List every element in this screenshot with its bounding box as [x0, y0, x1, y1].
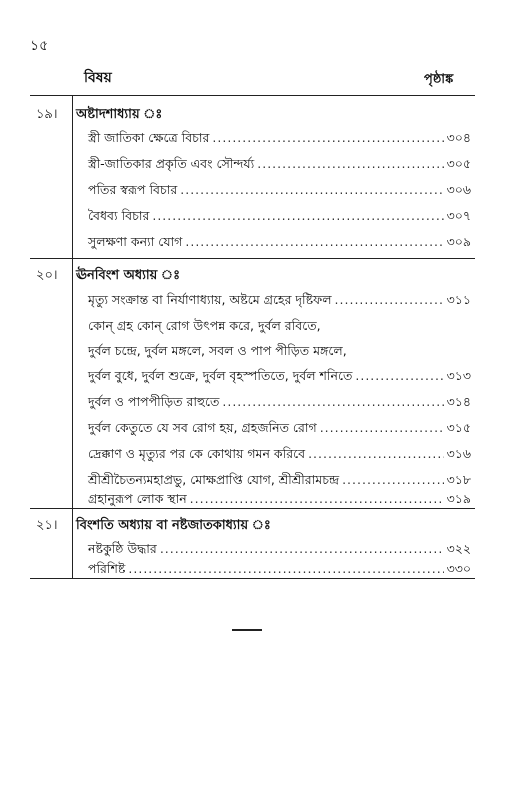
entry-page: ৩১১	[446, 292, 471, 307]
entry-text: গ্রহানুরূপ লোক স্থান	[88, 491, 187, 506]
dot-leader	[222, 394, 443, 409]
toc-entry	[88, 318, 471, 338]
dot-leader	[160, 541, 444, 556]
entry-page: ৩০৫	[446, 156, 471, 171]
entry-text: দুর্বল কেতুতে যে সব রোগ হয়, গ্রহজনিত রোগ	[88, 420, 317, 435]
entry-text: শ্রীশ্রীচৈতন্যমহাপ্রভু, মোক্ষপ্রাপ্তি যোগ, শ্রীশ্রীরামচন্দ্র	[88, 472, 340, 487]
dot-leader	[180, 182, 443, 197]
chapter-number: ১৯।	[36, 107, 58, 122]
entry-page: ৩১৫	[446, 420, 471, 435]
entry-page: ৩০৪	[446, 130, 471, 145]
entry-text: কোন্ গ্রহ কোন্ রোগ উৎপন্ন করে, দুর্বল রবিতে,	[88, 318, 321, 333]
chapter-title: অষ্টাদশাধ্যায় ঃ	[76, 107, 163, 122]
entry-page: ৩১৬	[446, 446, 471, 461]
entry-text: দুর্বল ও পাপপীড়িত রাহুতে	[88, 394, 220, 409]
dot-leader	[128, 561, 443, 576]
toc-entry	[88, 446, 471, 466]
entry-text: সুলক্ষণা কন্যা যোগ	[88, 234, 183, 249]
entry-text: দুর্বল বুধে, দুর্বল শুক্রে, দুর্বল বৃহস্পতিতে, দুর্বল শনিতে	[88, 368, 353, 383]
entry-text: বৈধব্য বিচার	[88, 208, 150, 223]
toc-entry	[88, 156, 471, 176]
entry-text: পতির স্বরূপ বিচার	[88, 182, 178, 197]
end-rule	[232, 629, 262, 631]
toc-entry	[88, 130, 471, 150]
entry-text: দুর্বল চন্দ্রে, দুর্বল মঙ্গলে, সবল ও পাপ পীড়িত মঙ্গলে,	[88, 343, 347, 358]
dot-leader	[335, 292, 444, 307]
entry-text: পরিশিষ্ট	[88, 561, 126, 576]
dot-leader	[212, 130, 443, 145]
entry-page: ৩০৭	[446, 208, 471, 223]
toc-entry	[88, 182, 471, 202]
entry-page: ৩১৩	[446, 368, 471, 383]
dot-leader	[190, 491, 444, 506]
dot-leader	[320, 420, 444, 435]
chapter-divider	[30, 258, 475, 259]
entry-page: ৩১৯	[446, 491, 471, 506]
entry-page: ৩০৬	[446, 182, 471, 197]
page-number: ১৫	[30, 38, 49, 54]
toc-entry	[88, 561, 471, 581]
toc-entry	[88, 292, 471, 312]
header-page-label: পৃষ্ঠাঙ্ক	[424, 72, 454, 87]
toc-entry	[88, 343, 471, 363]
entry-page: ৩২২	[446, 541, 471, 556]
toc-entry	[88, 472, 471, 492]
entry-text: স্ত্রী জাতিকা ক্ষেত্রে বিচার	[88, 130, 210, 145]
dot-leader	[185, 234, 443, 249]
toc-entry	[88, 541, 471, 561]
header-subject-label: বিষয়	[84, 70, 112, 86]
dot-leader	[257, 156, 443, 171]
dot-leader	[152, 208, 443, 223]
chapter-title: ঊনবিংশ অধ্যায় ঃ	[76, 268, 181, 283]
entry-text: দ্রেক্কাণ ও মৃত্যুর পর কে কোথায় গমন করিবে	[88, 446, 306, 461]
entry-page: ৩১৮	[446, 472, 471, 487]
toc-entry	[88, 208, 471, 228]
column-divider	[72, 95, 73, 258]
toc-entry	[88, 394, 471, 414]
chapter-title: বিংশতি অধ্যায় বা নষ্টজাতকাধ্যায় ঃ	[76, 518, 271, 533]
toc-entry	[88, 420, 471, 440]
entry-text: মৃত্যু সংক্রান্ত বা নির্যাণাধ্যায়, অষ্টমে গ্রহের দৃষ্টিফল	[88, 292, 332, 307]
column-divider	[72, 258, 73, 508]
chapter-number: ২০।	[36, 268, 58, 283]
toc-entry	[88, 368, 471, 388]
toc-entry	[88, 234, 471, 254]
entry-page: ৩৩০	[446, 561, 471, 576]
dot-leader	[342, 472, 444, 487]
toc-entry	[88, 491, 471, 511]
dot-leader	[308, 446, 444, 461]
chapter-number: ২১।	[36, 518, 58, 533]
entry-text: স্ত্রী-জাতিকার প্রকৃতি এবং সৌন্দর্য্য	[88, 156, 255, 171]
entry-text: নষ্টকুষ্ঠি উদ্ধার	[88, 541, 157, 556]
dot-leader	[355, 368, 443, 383]
header-rule	[30, 95, 475, 96]
entry-page: ৩১৪	[446, 394, 471, 409]
entry-page: ৩০৯	[446, 234, 471, 249]
column-divider	[72, 508, 73, 578]
